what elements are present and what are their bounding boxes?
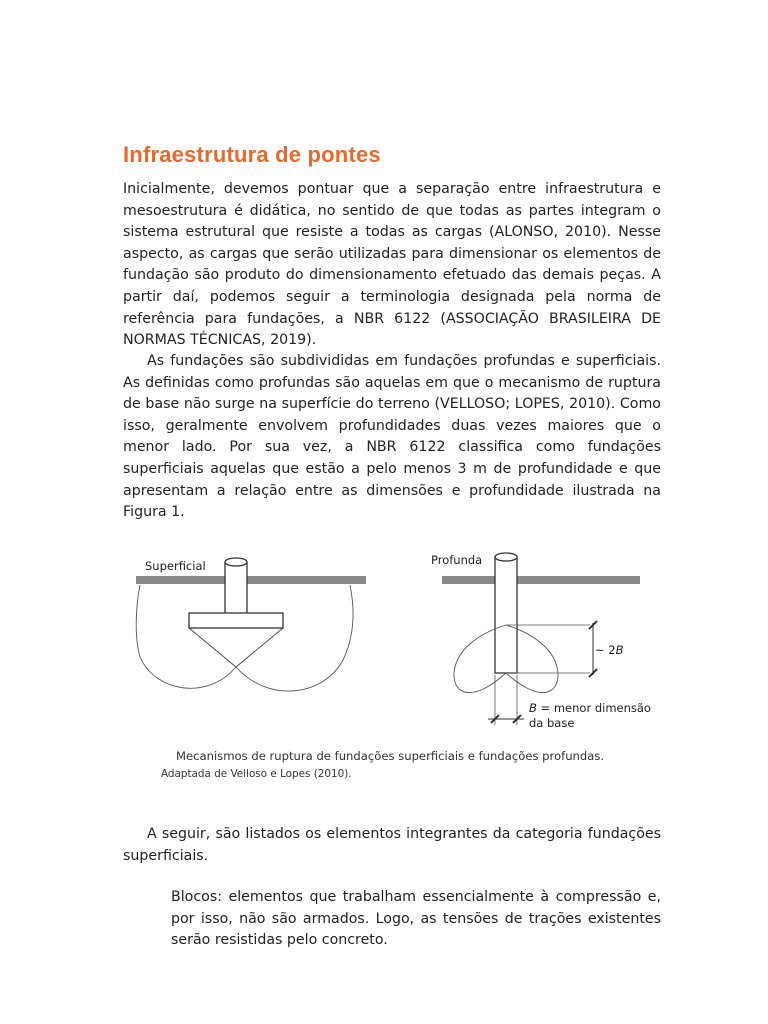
deep-pile-top xyxy=(495,553,517,561)
label-shallow: Superficial xyxy=(145,559,206,573)
label-deep: Profunda xyxy=(431,553,483,567)
ground-surface-left xyxy=(136,576,366,584)
shallow-footing xyxy=(189,613,283,628)
shallow-column xyxy=(225,562,247,614)
label-b-definition: B = menor dimensão xyxy=(529,701,651,715)
failure-mechanism-diagram xyxy=(128,545,668,740)
figure-caption: Mecanismos de ruptura de fundações superficiais e fundações profundas. xyxy=(176,749,605,763)
deep-foundation-drawing xyxy=(431,553,651,730)
figure-1 xyxy=(128,545,668,740)
failure-surface-left xyxy=(136,585,236,688)
ground-surface-right xyxy=(442,576,640,584)
section-title: Infraestrutura de pontes xyxy=(123,142,381,167)
label-2b: ~ 2B xyxy=(595,643,624,657)
label-b-definition-line2: da base xyxy=(529,716,575,730)
figure-source: Adaptada de Velloso e Lopes (2010). xyxy=(161,768,352,780)
list-item-blocos: Blocos: elementos que trabalham essencialmente à compressão e, por isso, não são armados. Logo, as tensões de trações existentes serão resistidas pelo concreto. xyxy=(171,889,661,949)
failure-surface-right xyxy=(236,585,353,691)
failure-wedge xyxy=(189,628,283,667)
deep-pile xyxy=(495,557,517,673)
paragraph-foundations: As fundações são subdivididas em fundações profundas e superficiais. As definidas como profundas são aquelas em que o mecanismo de ruptura de base não surge na superfície do terreno (VELLOSO; LOPES, 2010). Como isso, geralmente envolvem profundidades duas vezes maiores que o menor lado. Por sua vez, a NBR 6122 classifica como fundações superficiais aquelas que estão a pelo menos 3 m de profundidade e que apresentam a relação entre as dimensões e profundidade ilustrada na Figura 1. xyxy=(123,353,661,521)
paragraph-intro: Inicialmente, devemos pontuar que a separação entre infraestrutura e mesoestrutura é didática, no sentido de que todas as partes integram o sistema estrutural que resiste a todas as cargas (ALONSO, 2010). Nesse aspecto, as cargas que serão utilizadas para dimensionar os elementos de fundação são produto do dimensionamento efetuado das demais peças. A partir daí, podemos seguir a terminologia designada pela norma de referência para fundações, a NBR 6122 (ASSOCIAÇÃO BRASILEIRA DE NORMAS TÉCNICAS, 2019). xyxy=(123,181,661,349)
shallow-column-top xyxy=(225,558,247,566)
shallow-foundation-drawing xyxy=(136,558,366,691)
paragraph-list-intro: A seguir, são listados os elementos integrantes da categoria fundações superficiais. xyxy=(123,826,661,864)
